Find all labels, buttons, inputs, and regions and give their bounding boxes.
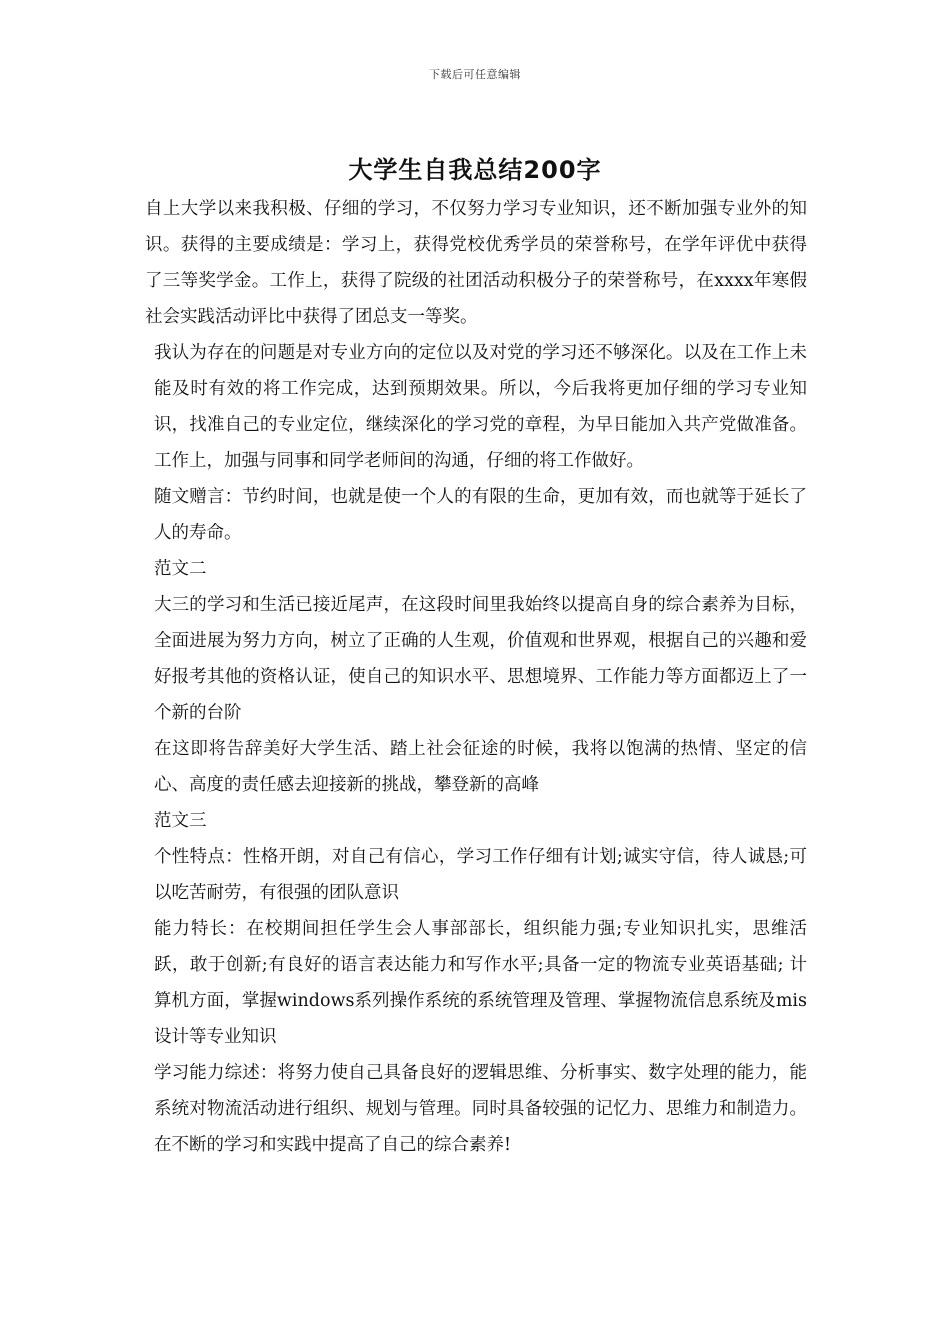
paragraph: 个性特点：性格开朗，对自己有信心，学习工作仔细有计划;诚实守信，待人诚恳;可以吃苦耐劳，有很强的团队意识 [154, 847, 807, 903]
header-note: 下载后可任意编辑 [429, 68, 521, 81]
paragraph: 随文赠言：节约时间，也就是使一个人的有限的生命，更加有效，而也就等于延长了人的寿命。 [154, 487, 807, 543]
paragraph: 范文三 [154, 811, 207, 831]
paragraph: 学习能力综述：将努力使自己具备良好的逻辑思维、分析事实、数字处理的能力，能系统对物流活动进行组织、规划与管理。同时具备较强的记忆力、思维力和制造力。在不断的学习和实践中提高了自己的综合素养! [154, 1063, 807, 1155]
paragraph: 能力特长：在校期间担任学生会人事部部长，组织能力强;专业知识扎实，思维活跃，敢于创新;有良好的语言表达能力和写作水平;具备一定的物流专业英语基础; 计算机方面，掌握windows系列操作系统的系统管理及管理、掌握物流信息系统及mis设计等专业知识 [154, 919, 807, 1047]
document-body [145, 191, 807, 1163]
paragraph: 在这即将告辞美好大学生活、踏上社会征途的时候，我将以饱满的热情、坚定的信心、高度的责任感去迎接新的挑战，攀登新的高峰 [154, 739, 807, 795]
paragraph: 范文二 [154, 559, 207, 579]
document-title: 大学生自我总结200字 [348, 156, 602, 184]
paragraph: 自上大学以来我积极、仔细的学习，不仅努力学习专业知识，还不断加强专业外的知识。获得的主要成绩是：学习上，获得党校优秀学员的荣誉称号，在学年评优中获得了三等奖学金。工作上，获得了院级的社团活动积极分子的荣誉称号，在xxxx年寒假社会实践活动评比中获得了团总支一等奖。 [145, 199, 807, 327]
paragraph: 我认为存在的问题是对专业方向的定位以及对党的学习还不够深化。以及在工作上未能及时有效的将工作完成，达到预期效果。所以，今后我将更加仔细的学习专业知识，找准自己的专业定位，继续深化的学习党的章程，为早日能加入共产党做准备。工作上，加强与同事和同学老师间的沟通，仔细的将工作做好。 [154, 343, 807, 471]
paragraph: 大三的学习和生活已接近尾声，在这段时间里我始终以提高自身的综合素养为目标，全面进展为努力方向，树立了正确的人生观，价值观和世界观，根据自己的兴趣和爱好报考其他的资格认证，使自己的知识水平、思想境界、工作能力等方面都迈上了一个新的台阶 [154, 595, 807, 723]
